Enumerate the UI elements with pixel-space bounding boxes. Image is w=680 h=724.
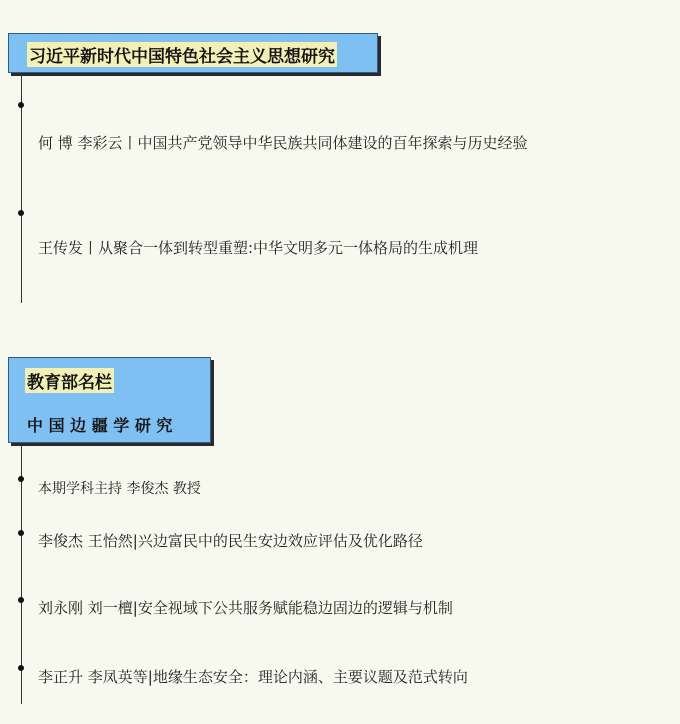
section-title: 教育部名栏 — [25, 368, 114, 393]
section-title: 习近平新时代中国特色社会主义思想研究 — [27, 42, 337, 67]
timeline-dot — [18, 210, 24, 216]
section-subtitle: 中 国 边 疆 学 研 究 — [27, 416, 173, 435]
timeline-dot — [18, 102, 24, 108]
article-link[interactable]: 李俊杰 王怡然|兴边富民中的民生安边效应评估及优化路径 — [38, 532, 423, 550]
section-header-education-column — [8, 357, 211, 443]
timeline-dot — [18, 597, 24, 603]
timeline-dot — [18, 476, 24, 482]
article-link[interactable]: 李正升 李凤英等|地缘生态安全：理论内涵、主要议题及范式转向 — [38, 668, 468, 686]
column-host: 本期学科主持 李俊杰 教授 — [38, 481, 201, 497]
article-link[interactable]: 刘永刚 刘一檀|安全视域下公共服务赋能稳边固边的逻辑与机制 — [38, 599, 453, 617]
timeline-dot — [18, 530, 24, 536]
article-link[interactable]: 王传发丨从聚合一体到转型重塑:中华文明多元一体格局的生成机理 — [38, 239, 479, 257]
timeline-dot — [18, 665, 24, 671]
section-header-xi-thought — [8, 33, 378, 73]
article-link[interactable]: 何 博 李彩云丨中国共产党领导中华民族共同体建设的百年探索与历史经验 — [38, 134, 528, 152]
